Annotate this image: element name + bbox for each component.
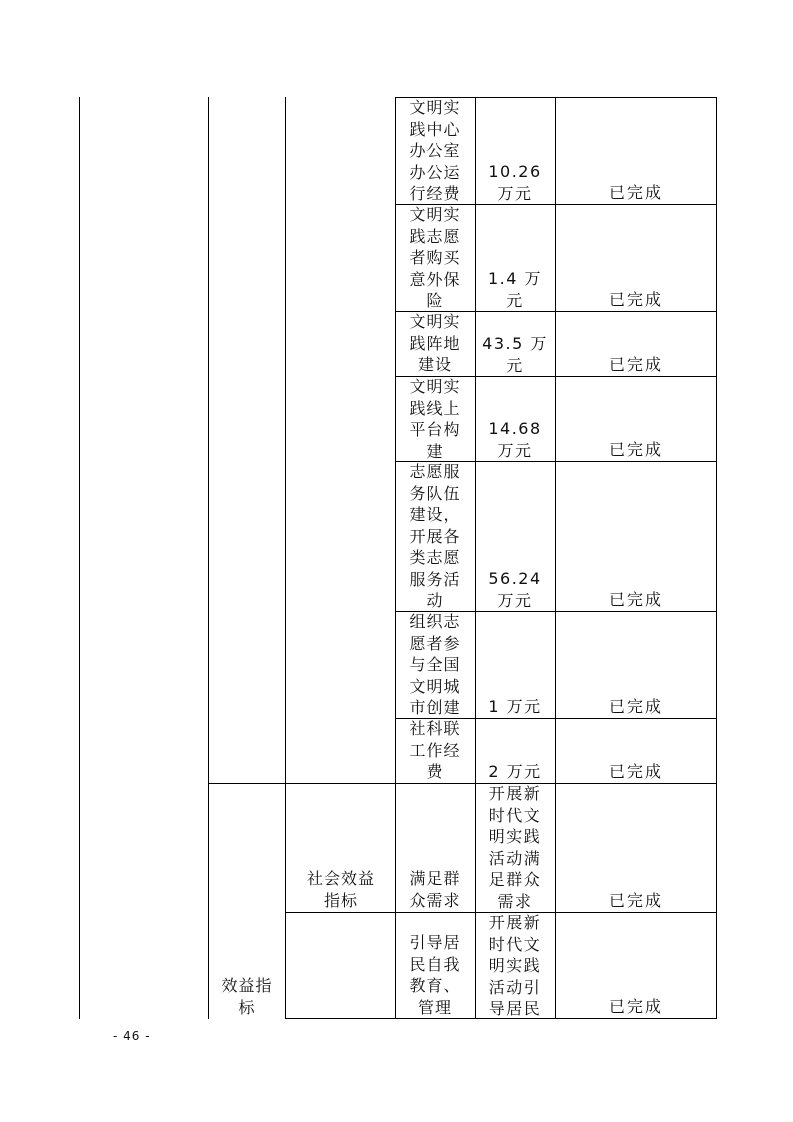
status-cell: 已完成 xyxy=(608,355,663,374)
grid-line xyxy=(79,97,80,1019)
item-cell: 引导居 民自我 教育、 管理 xyxy=(409,933,461,1017)
value-cell: 1.4 万 元 xyxy=(487,269,543,310)
value-cell: 开展新 时代文 明实践 活动满 足群众 需求 xyxy=(488,784,542,911)
page-number: - 46 - xyxy=(113,1029,151,1043)
grid-line xyxy=(716,97,717,1019)
value-cell: 14.68 万元 xyxy=(488,419,542,460)
status-cell: 已完成 xyxy=(608,290,663,309)
item-cell: 文明实 践线上 平台构 建 xyxy=(409,377,461,461)
subcategory-cell: 社会效益 指标 xyxy=(306,869,375,910)
category-cell: 效益指 标 xyxy=(221,976,273,1017)
status-cell: 已完成 xyxy=(608,891,663,910)
status-cell: 已完成 xyxy=(608,762,663,781)
grid-line xyxy=(208,97,209,1019)
value-cell: 2 万元 xyxy=(488,762,542,781)
value-cell: 开展新 时代文 明实践 活动引 导居民 xyxy=(488,913,542,1018)
item-cell: 文明实 践中心 办公室 办公运 行经费 xyxy=(409,98,461,203)
status-cell: 已完成 xyxy=(608,697,663,716)
status-cell: 已完成 xyxy=(608,590,663,609)
value-cell: 1 万元 xyxy=(488,697,542,716)
grid-line xyxy=(208,783,717,784)
status-cell: 已完成 xyxy=(608,183,663,202)
value-cell: 10.26 万元 xyxy=(488,162,542,203)
item-cell: 文明实 践志愿 者购买 意外保 险 xyxy=(409,205,461,310)
item-cell: 满足群 众需求 xyxy=(409,869,461,910)
item-cell: 组织志 愿者参 与全国 文明城 市创建 xyxy=(409,612,461,717)
item-cell: 志愿服 务队伍 建设， 开展各 类志愿 服务活 动 xyxy=(409,462,461,610)
value-cell: 43.5 万 元 xyxy=(482,334,548,375)
status-cell: 已完成 xyxy=(608,997,663,1016)
status-cell: 已完成 xyxy=(608,440,663,459)
grid-line xyxy=(555,97,556,1019)
item-cell: 文明实 践阵地 建设 xyxy=(409,312,461,374)
value-cell: 56.24 万元 xyxy=(488,569,542,610)
item-cell: 社科联 工作经 费 xyxy=(409,719,461,781)
